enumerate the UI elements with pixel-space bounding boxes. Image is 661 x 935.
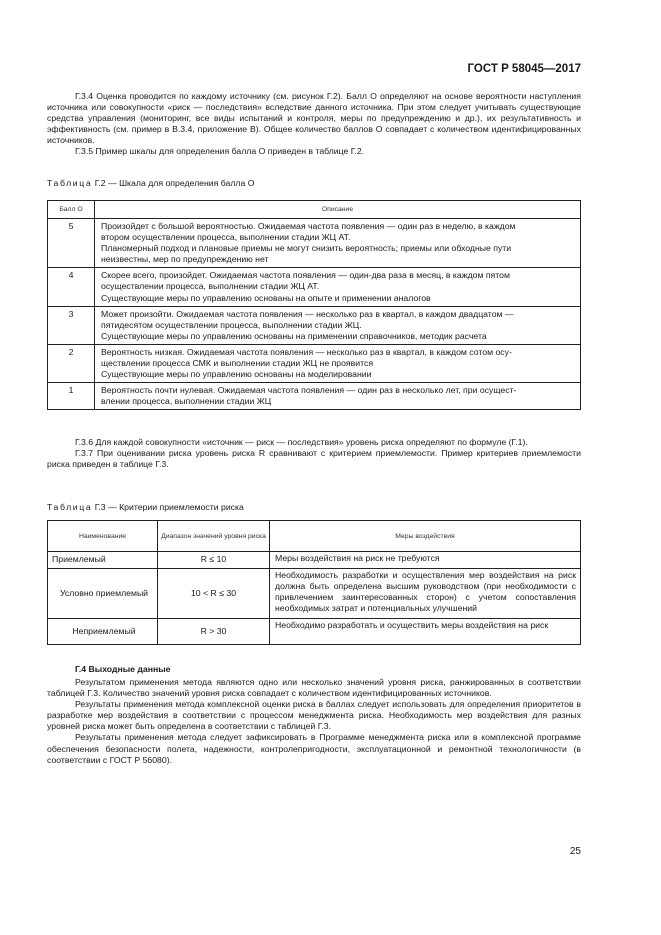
table-g2 xyxy=(47,200,581,410)
table-row xyxy=(48,344,581,382)
score-cell: 2 xyxy=(48,344,95,382)
description-line: неизвестны, мер по предупреждению нет xyxy=(101,254,269,265)
measures-cell: Необходимо разработать и осуществить меры воздействия на риск xyxy=(270,619,581,645)
description-line: влении процесса, выполнении стадии ЖЦ xyxy=(101,396,272,407)
table-row xyxy=(48,268,581,306)
risk-name-cell: Неприемлемый xyxy=(48,619,158,645)
measures-cell: Необходимость разработки и осуществления мер воздействия на риск должна быть определена высшим руководством (при необходимости с привлечением заинтересованных сторон) с учетом сопоставления необходимых затрат и потенциальных улучшений xyxy=(270,569,581,619)
score-cell: 5 xyxy=(48,219,95,268)
measures-cell: Меры воздействия на риск не требуются xyxy=(270,552,581,569)
description-cell xyxy=(95,268,581,306)
description-cell xyxy=(95,219,581,268)
description-line: Существующие меры по управлению основаны на моделировании xyxy=(101,369,372,380)
table-row xyxy=(48,619,581,645)
description-line: Вероятность почти нулевая. Ожидаемая частота появления — один раз в несколько лет, при осущест- xyxy=(101,385,517,396)
table-g2-body xyxy=(48,219,581,410)
table-row xyxy=(48,569,581,619)
col-description: Описание xyxy=(95,201,581,219)
description-line: ществлении процесса СМК и выполнении стадии ЖЦ не проявится xyxy=(101,358,374,369)
risk-name-cell: Условно приемлемый xyxy=(48,569,158,619)
caption-word: Таблица xyxy=(47,178,93,188)
col-range: Диапазон значений уровня риска xyxy=(158,521,270,552)
table-row xyxy=(48,552,581,569)
paragraph-g34: Г.3.4 Оценка проводится по каждому источнику (см. рисунок Г.2). Балл O определяют на основе вероятности наступления источника или совокупности «риск — последствия» вследствие данного источника. При этом следует учитывать существующие средства управления (мониторинг, все виды испытаний и контроля, меры по предупреждению и др.), их результативность и эффективность (см. пример в В.3.4, приложение В). Общее количество баллов O совпадает с количеством идентифицированных источников. xyxy=(47,91,581,146)
description-line: втором осуществлении процесса, выполнении стадии ЖЦ АТ. xyxy=(101,232,351,243)
description-line: Произойдет с большой вероятностью. Ожидаемая частота появления — один раз в неделю, в каждом xyxy=(101,221,516,231)
description-line: Существующие меры по управлению основаны на опыте и применении аналогов xyxy=(101,292,431,303)
table-row xyxy=(48,383,581,410)
caption-word: Таблица xyxy=(47,502,93,512)
table-g3 xyxy=(47,520,581,645)
score-cell: 3 xyxy=(48,306,95,344)
risk-range-cell: R > 30 xyxy=(158,619,270,645)
col-measures: Меры воздействия xyxy=(270,521,581,552)
risk-name-cell: Приемлемый xyxy=(48,552,158,569)
description-cell xyxy=(95,383,581,410)
description-line: Скорее всего, произойдет. Ожидаемая частота появления — один-два раза в месяц, в каждом пятом xyxy=(101,270,510,281)
risk-range-cell: 10 < R ≤ 30 xyxy=(158,569,270,619)
col-name: Наименование xyxy=(48,521,158,552)
risk-range-cell: R ≤ 10 xyxy=(158,552,270,569)
score-cell: 4 xyxy=(48,268,95,306)
description-line: Вероятность низкая. Ожидаемая частота появления — несколько раз в квартал, в каждом сотом осу- xyxy=(101,346,512,357)
section4-text xyxy=(47,677,581,766)
table-row xyxy=(48,219,581,268)
caption-text: Г.2 — Шкала для определения балла O xyxy=(94,178,255,188)
table-header-row xyxy=(48,201,581,219)
table-header-row xyxy=(48,521,581,552)
table-g3-caption xyxy=(47,502,244,512)
paragraph-g35: Г.3.5 Пример шкалы для определения балла O приведен в таблице Г.2. xyxy=(75,146,365,157)
description-line: Существующие меры по управлению основаны на применении справочников, методик расчета xyxy=(101,330,487,341)
table-g2-caption xyxy=(47,178,254,188)
table-g3-body xyxy=(48,552,581,645)
paragraph-g37: Г.3.7 При оценивании риска уровень риска R сравнивают с критерием приемлемости. Пример критериев приемлемости риска приведен в таблице Г.3. xyxy=(47,448,581,470)
col-score: Балл O xyxy=(48,201,95,219)
standard-header: ГОСТ Р 58045—2017 xyxy=(467,63,581,75)
paragraph-result-2: Результаты применения метода комплексной оценки риска в баллах следует использовать для определения приоритетов в разработке мер воздействия в соответствии с процессом менеджмента риска. Необходимость мер воздействия для разных уровней риска может быть определена в соответствии с таблицей Г.3. xyxy=(47,699,581,732)
paragraph-g36: Г.3.6 Для каждой совокупности «источник — риск — последствия» уровень риска определяют по формуле (Г.1). xyxy=(75,437,528,447)
description-line: Планомерный подход и плановые приемы не могут снизить вероятность; приемы или обходные пути xyxy=(101,243,512,254)
description-line: осуществлении процесса, выполнении стадии ЖЦ АТ. xyxy=(101,281,320,292)
description-line: Может произойти. Ожидаемая частота появления — несколько раз в квартал, в каждом двадцатом — xyxy=(101,308,514,319)
caption-text: Г.3 — Критерии приемлемости риска xyxy=(94,502,244,512)
section-title: Г.4 Выходные данные xyxy=(75,664,171,674)
description-cell xyxy=(95,306,581,344)
description-line: пятидесятом осуществлении процесса, выполнении стадии ЖЦ. xyxy=(101,319,362,330)
page-number: 25 xyxy=(569,846,581,857)
paragraph-result-3: Результаты применения метода следует зафиксировать в Программе менеджмента риска или в комплексной программе обеспечения безопасности полета, надежности, контролепригодности, эксплуатационной и ремонтной технологичности (в соответствии с ГОСТ Р 56080). xyxy=(47,732,581,765)
intro-text xyxy=(47,91,581,158)
paragraph-result-1: Результатом применения метода являются одно или несколько значений уровня риска, ранжированных в соответствии таблицей Г.3. Количество значений уровня риска совпадает с количеством идентифицированных источников. xyxy=(47,677,581,699)
description-cell xyxy=(95,344,581,382)
table-row xyxy=(48,306,581,344)
score-cell: 1 xyxy=(48,383,95,410)
mid-text xyxy=(47,437,581,470)
